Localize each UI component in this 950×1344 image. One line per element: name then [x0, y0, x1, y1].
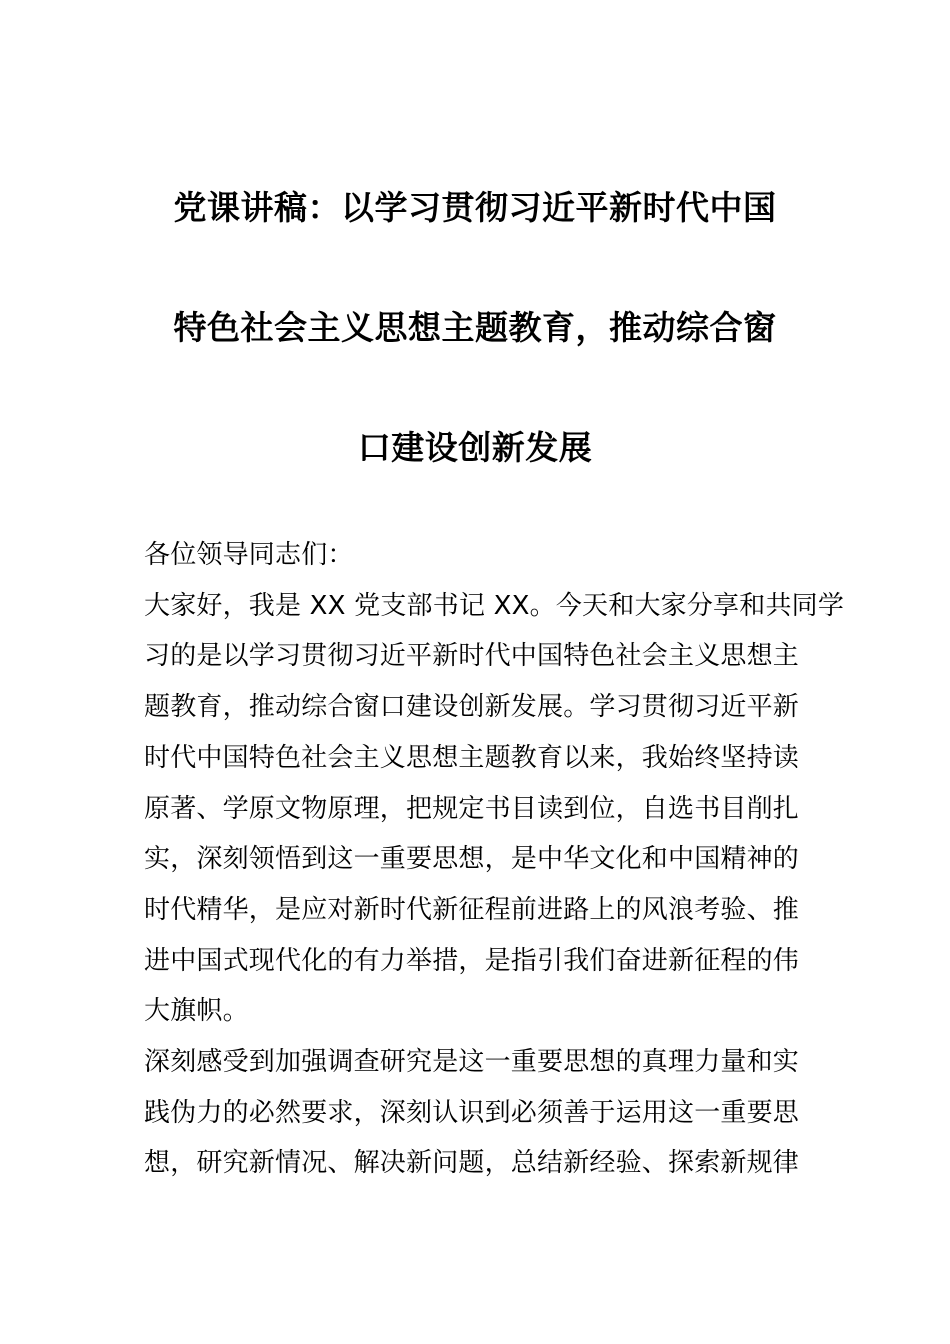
body-line: 想，研究新情况、解决新问题，总结新经验、探索新规律	[144, 1148, 800, 1179]
title-line: 特色社会主义思想主题教育，推动综合窗	[173, 308, 777, 347]
body-line: 实，深刻领悟到这一重要思想，是中华文化和中国精神的	[144, 844, 800, 875]
document-body	[144, 530, 845, 1189]
title-line: 党课讲稿：以学习贯彻习近平新时代中国	[173, 188, 777, 227]
body-line: 深刻感受到加强调查研究是这一重要思想的真理力量和实	[144, 1047, 800, 1078]
body-line: 题教育，推动综合窗口建设创新发展。学习贯彻习近平新	[144, 692, 800, 723]
document-title	[150, 148, 800, 508]
body-line: 大家好，我是 XX 党支部书记 XX。今天和大家分享和共同学	[144, 590, 845, 621]
salutation: 各位领导同志们：	[144, 540, 354, 570]
title-line: 口建设创新发展	[357, 428, 593, 467]
body-line: 大旗帜。	[144, 996, 249, 1027]
body-line: 进中国式现代化的有力举措，是指引我们奋进新征程的伟	[144, 945, 800, 976]
body-line: 时代中国特色社会主义思想主题教育以来，我始终坚持读	[144, 742, 800, 773]
body-line: 时代精华，是应对新时代新征程前进路上的风浪考验、推	[144, 894, 800, 925]
body-line: 习的是以学习贯彻习近平新时代中国特色社会主义思想主	[144, 641, 800, 672]
body-line: 践伪力的必然要求，深刻认识到必须善于运用这一重要思	[144, 1097, 800, 1128]
body-line: 原著、学原文物原理，把规定书目读到位，自选书目削扎	[144, 793, 800, 824]
